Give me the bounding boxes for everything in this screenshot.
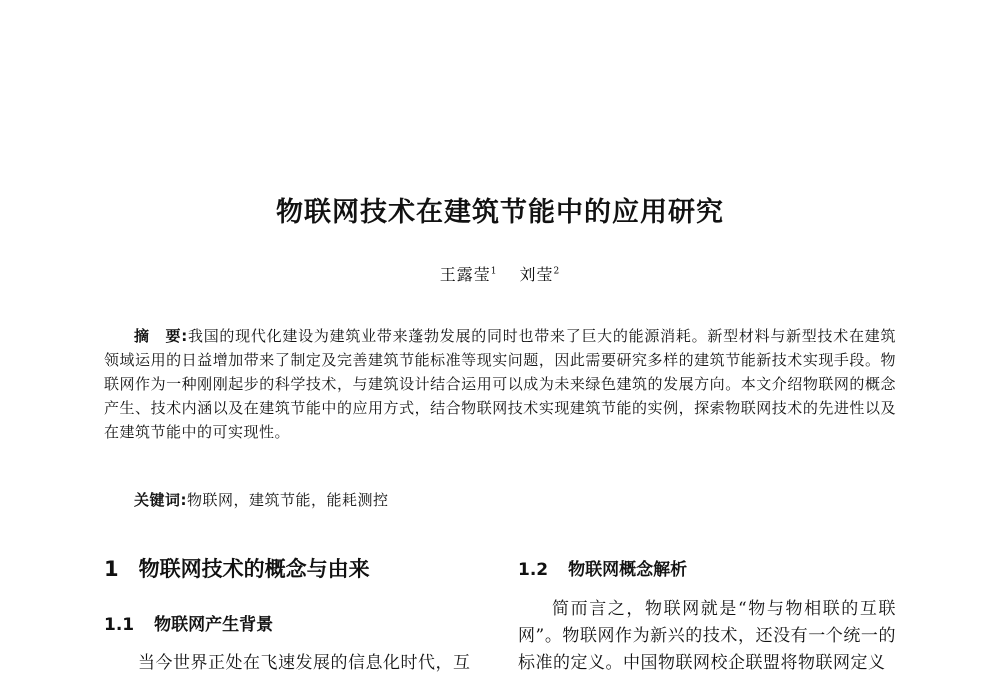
subsection-title: 物联网概念解析 <box>568 560 688 580</box>
body-paragraph-left: 当今世界正处在飞速发展的信息化时代，互 <box>138 653 471 673</box>
keywords-label: 关键词: <box>134 491 187 509</box>
section-heading <box>104 553 370 583</box>
author-line <box>0 262 1000 285</box>
keywords-text: 物联网，建筑节能，能耗测控 <box>187 491 389 509</box>
subsection-heading <box>104 610 273 635</box>
section-title: 物联网技术的概念与由来 <box>138 557 370 581</box>
subsection-number: 1.2 <box>518 560 549 580</box>
author-name: 王露莹 <box>439 265 491 284</box>
author-name: 刘莹 <box>519 265 554 284</box>
abstract-label: 摘 要: <box>134 327 188 345</box>
section-number: 1 <box>104 557 119 581</box>
abstract-text: 我国的现代化建设为建筑业带来蓬勃发展的同时也带来了巨大的能源消耗。新型材料与新型技术在建筑领域运用的日益增加带来了制定及完善建筑节能标准等现实问题，因此需要研究多样的建筑节能新技术实现手段。物联网作为一种刚刚起步的科学技术，与建筑设计结合运用可以成为未来绿色建筑的发展方向。本文介绍物联网的概念产生、技术内涵以及在建筑节能中的应用方式，结合物联网技术实现建筑节能的实例，探索物联网技术的先进性以及在建筑节能中的可实现性。 <box>104 327 896 441</box>
author-affiliation-marker: 1 <box>490 266 498 277</box>
keywords <box>134 489 896 510</box>
subsection-title: 物联网产生背景 <box>154 615 274 635</box>
body-paragraph-right: 简而言之，物联网就是“物与物相联的互联网”。物联网作为新兴的技术，还没有一个统一的标准的定义。中国物联网校企联盟将物联网定义 <box>518 599 896 673</box>
abstract <box>104 324 896 444</box>
paper-title: 物联网技术在建筑节能中的应用研究 <box>276 197 724 228</box>
author-affiliation-marker: 2 <box>553 266 561 277</box>
subsection-number: 1.1 <box>104 615 135 635</box>
subsection-heading <box>518 555 687 580</box>
